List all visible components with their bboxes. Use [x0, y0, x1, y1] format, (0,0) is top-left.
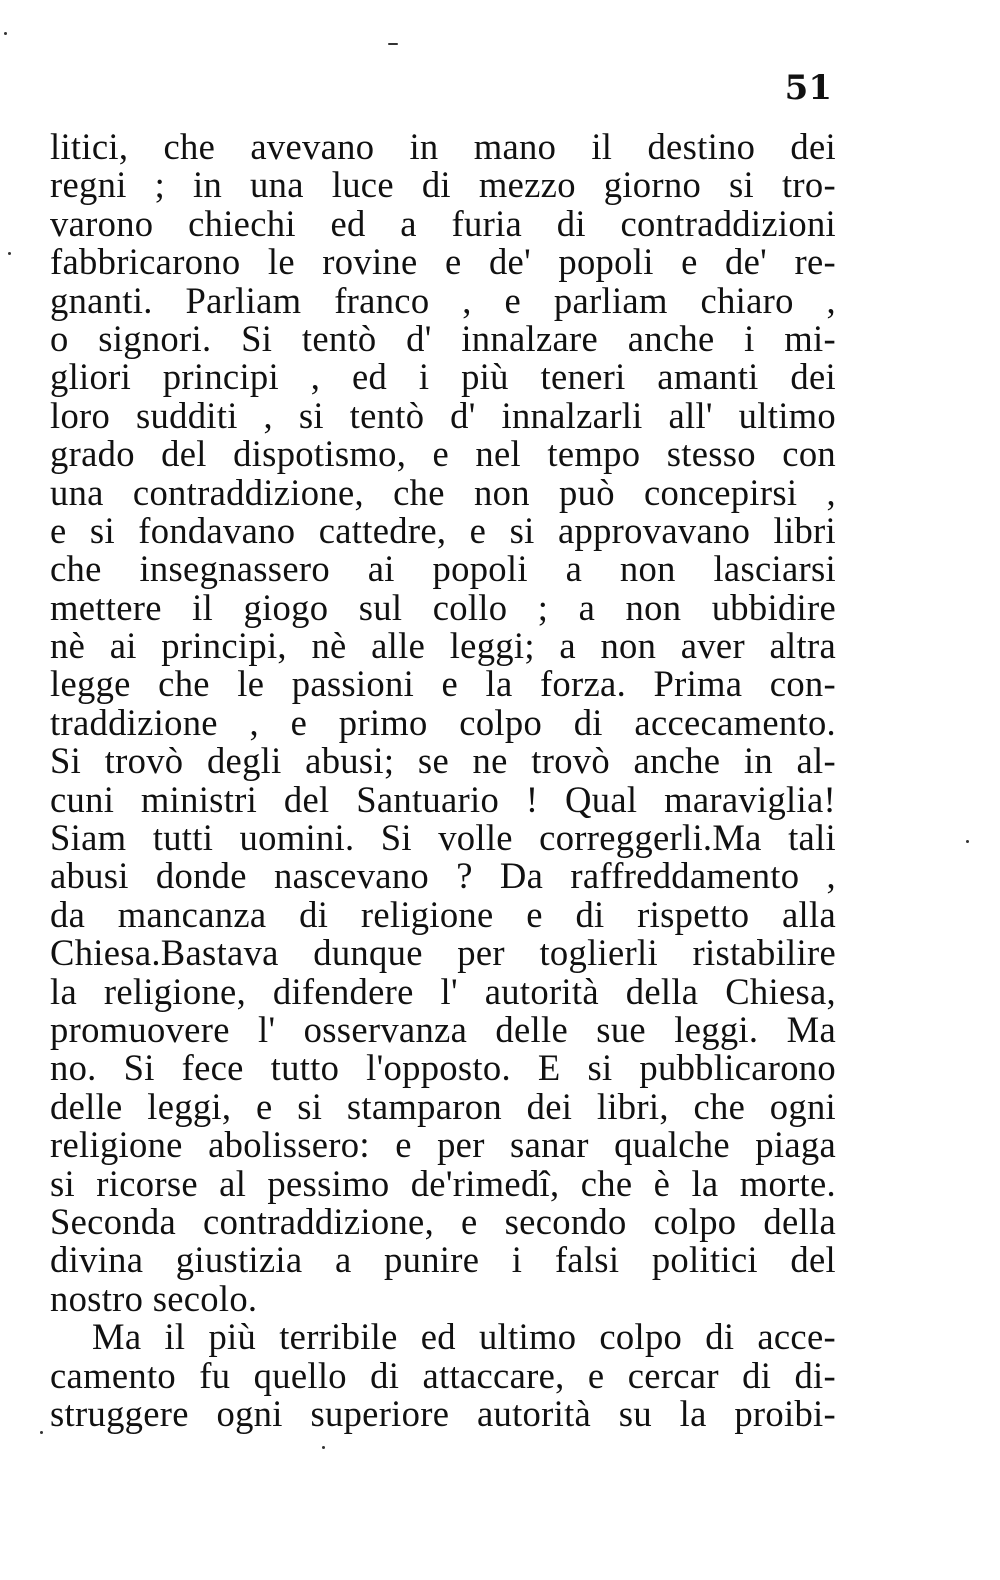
text-line: la religione, difendere l' autorità della Chiesa,	[50, 970, 836, 1012]
print-speck	[8, 252, 11, 255]
text-line: litici, che avevano in mano il destino dei	[50, 126, 836, 167]
text-line: delle leggi, e si stamparon dei libri, che ogni	[50, 1085, 836, 1127]
text-line: che insegnassero ai popoli a non lasciarsi	[50, 548, 836, 590]
text-line: si ricorse al pessimo de'rimedî, che è la morte.	[50, 1162, 836, 1204]
text-line: nè ai principi, nè alle leggi; a non aver altra	[50, 625, 836, 667]
text-line: loro sudditi , si tentò d' innalzarli all' ultimo	[50, 394, 836, 436]
text-line: abusi donde nascevano ? Da raffreddamento ,	[50, 855, 836, 897]
print-speck	[40, 1431, 43, 1434]
print-speck	[966, 840, 969, 843]
body-text	[50, 128, 836, 1433]
text-line: struggere ogni superiore autorità su la proibi-	[50, 1392, 836, 1434]
text-line: varono chiechi ed a furia di contraddizioni	[50, 202, 836, 244]
text-line: regni ; in una luce di mezzo giorno si tro-	[50, 164, 836, 206]
text-line: Si trovò degli abusi; se ne trovò anche in al-	[50, 740, 836, 782]
text-line: Chiesa.Bastava dunque per toglierli ristabilire	[50, 932, 836, 974]
text-line: fabbricarono le rovine e de' popoli e de' re-	[50, 241, 836, 283]
text-line: gnanti. Parliam franco , e parliam chiaro ,	[50, 279, 836, 321]
text-line: religione abolissero: e per sanar qualche piaga	[50, 1124, 836, 1166]
paragraph-end-line: nostro secolo.	[50, 1277, 258, 1319]
text-line: e si fondavano cattedre, e si approvavano libri	[50, 509, 836, 551]
text-line: legge che le passioni e la forza. Prima con-	[50, 663, 836, 705]
text-line: cuni ministri del Santuario ! Qual maraviglia!	[50, 778, 836, 820]
text-line: Siam tutti uomini. Si volle correggerli.Ma tali	[50, 817, 836, 859]
text-line: o signori. Si tentò d' innalzare anche i mi-	[50, 317, 836, 359]
text-line: una contraddizione, che non può concepirsi ,	[50, 471, 836, 513]
print-speck	[388, 43, 398, 45]
text-line: divina giustizia a punire i falsi politici del	[50, 1239, 836, 1281]
text-line: promuovere l' osservanza delle sue leggi. Ma	[50, 1008, 836, 1050]
print-speck	[322, 1446, 325, 1449]
page-number: 51	[784, 68, 832, 108]
text-line: traddizione , e primo colpo di accecamento.	[50, 701, 836, 743]
paragraph-start-line: Ma il più terribile ed ultimo colpo di acce-	[92, 1316, 836, 1358]
text-line: no. Si fece tutto l'opposto. E si pubblicarono	[50, 1047, 836, 1089]
text-line: mettere il giogo sul collo ; a non ubbidire	[50, 586, 836, 628]
text-line: camento fu quello di attaccare, e cercar di di-	[50, 1354, 836, 1396]
print-speck	[4, 32, 7, 35]
text-line: grado del dispotismo, e nel tempo stesso con	[50, 433, 836, 475]
text-line: da mancanza di religione e di rispetto alla	[50, 893, 836, 935]
text-line: Seconda contraddizione, e secondo colpo della	[50, 1200, 836, 1242]
text-line: gliori principi , ed i più teneri amanti dei	[50, 356, 836, 398]
